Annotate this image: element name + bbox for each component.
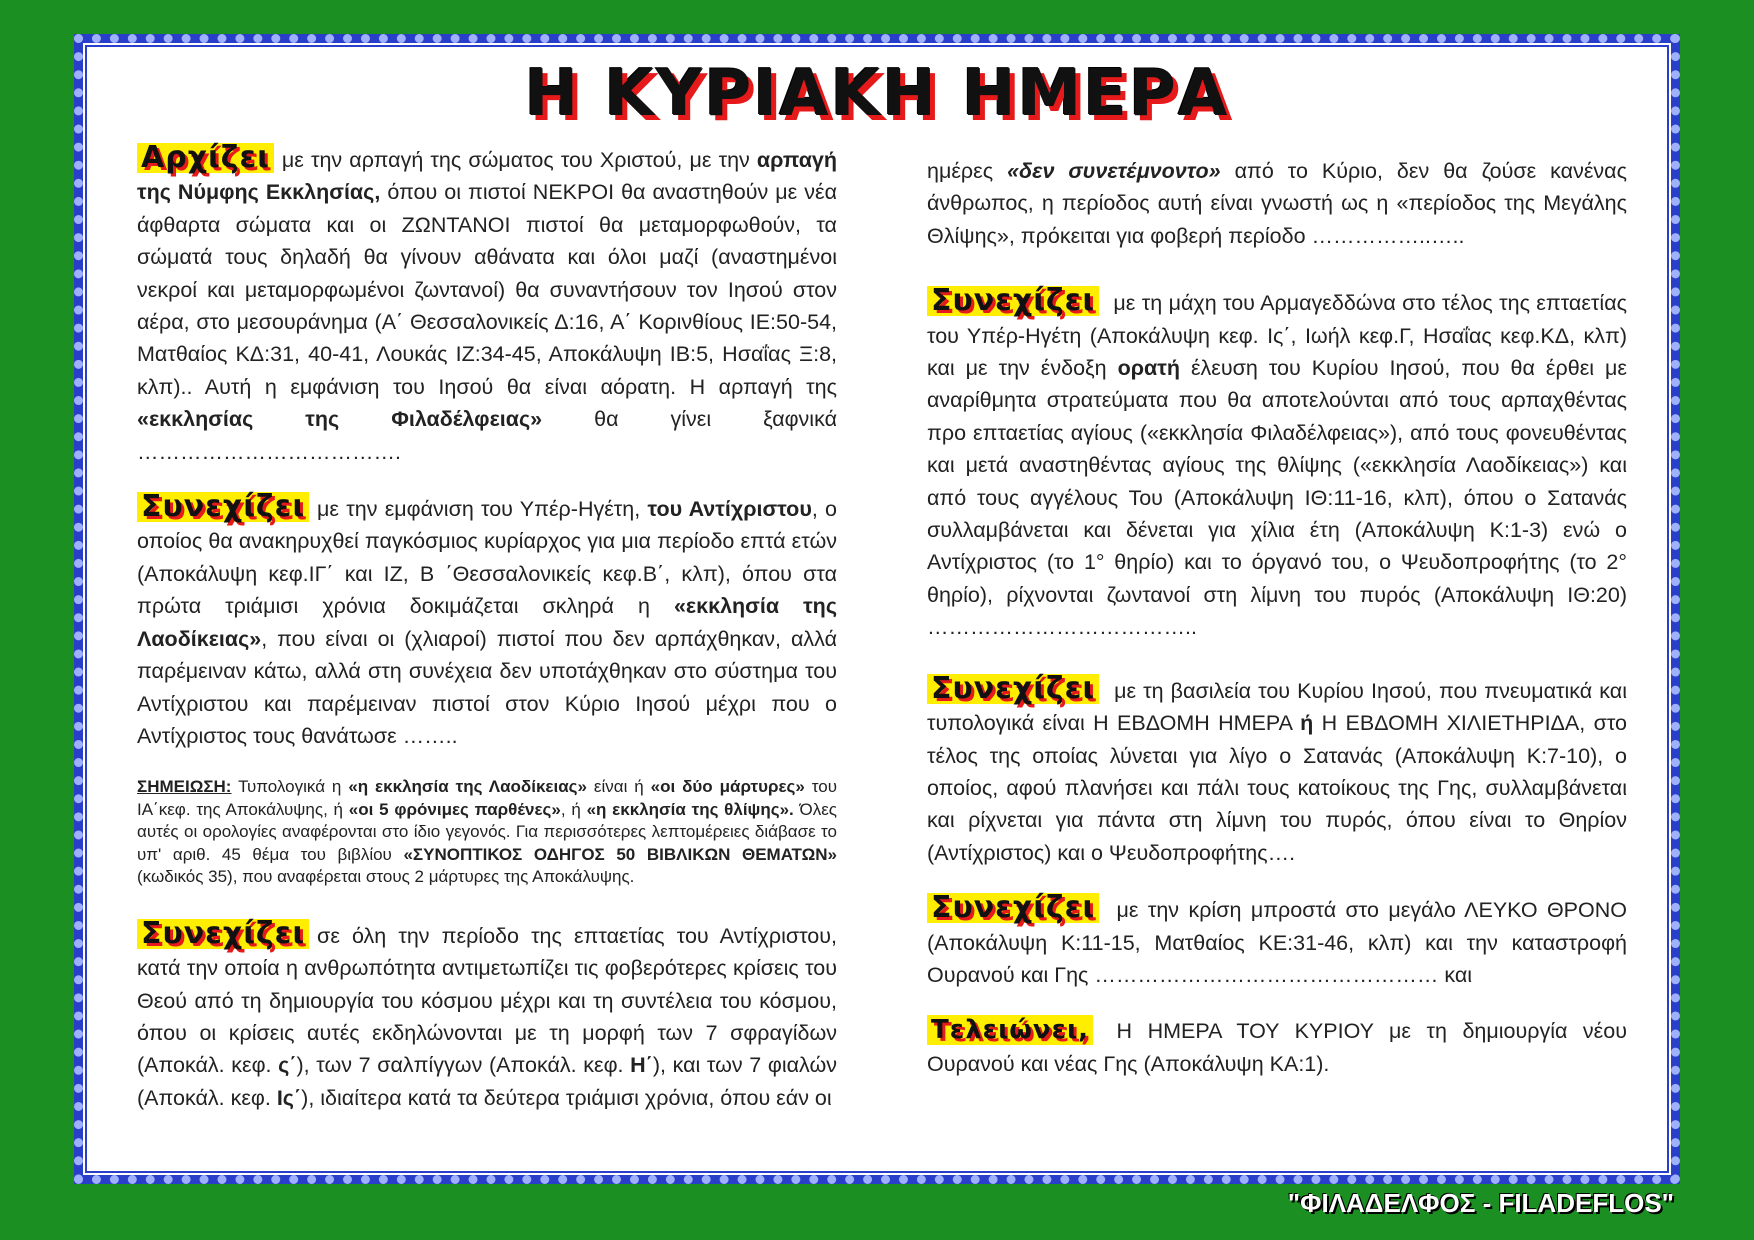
keyword-ends: Τελειώνει, bbox=[927, 1015, 1093, 1045]
paragraph-ends: Τελειώνει, Η ΗΜΕΡΑ ΤΟΥ ΚΥΡΙΟΥ με τη δημιουργία νέου Ουρανού και νέας Γης (Αποκάλυψη ΚΑ:1). bbox=[927, 1015, 1627, 1076]
keyword-continues: Συνεχίζει bbox=[927, 893, 1099, 923]
keyword-continues: Συνεχίζει bbox=[927, 286, 1099, 316]
paragraph-kingdom: Συνεχίζει με τη βασιλεία του Κυρίου Ιησού, που πνευματικά και τυπολογικά είναι Η ΕΒΔΟΜΗ ΗΜΕΡΑ ή Η ΕΒΔΟΜΗ ΧΙΛΙΕΤΗΡΙΔΑ, στο τέλος της οποίας λύνεται για λίγο ο Σατανάς (Αποκάλυψη Κ:7-10), ο οποίος, αφού πλανήσει και πάλι τους κατοίκους της Γης, συλλαμβάνεται και ρίχνεται για πάντα στη λίμνη του πυρός, όπου είναι το Θηρίον (Αντίχριστος) και ο Ψευδοπροφήτης…. bbox=[927, 670, 1627, 865]
author-credit: "ΦΙΛΑΔΕΛΦΟΣ - FILADEFLOS" bbox=[1287, 1188, 1674, 1218]
paragraph-white-throne: Συνεχίζει με την κρίση μπροστά στο μεγάλο ΛΕΥΚΟ ΘΡΟΝΟ (Αποκάλυψη Κ:11-15, Ματθαίος ΚΕ:31-46, κλπ) και την καταστροφή Ουρανού και Γης ………………………………………… και bbox=[927, 890, 1627, 987]
right-column bbox=[927, 155, 1627, 1104]
paragraph-antichrist: Συνεχίζει με την εμφάνιση του Υπέρ-Ηγέτη, του Αντίχριστου, ο οποίος θα ανακηρυχθεί παγκόσμιος κυρίαρχος για μια περίοδο επτά ετών (Αποκάλυψη κεφ.ΙΓ΄ και ΙΖ, Β ΄Θεσσαλονικείς κεφ.Β΄, κλπ), όπου στα πρώτα τριάμισι χρόνια δοκιμάζεται σκληρά η «εκκλησία της Λαοδίκειας», που είναι οι (χλιαροί) πιστοί που δεν αρπάχθηκαν, αλλά παρέμειναν κάτω, αλλά στη συνέχεια δεν υποτάχθηκαν στο σύστημα του Αντίχριστου και παρέμειναν πιστοί στον Κύριο Ιησού μέχρι που ο Αντίχριστος τους θανάτωσε …….. bbox=[137, 489, 838, 748]
paragraph-great-tribulation: ημέρες «δεν συνετέμνοντο» από το Κύριο, δεν θα ζούσε κανένας άνθρωπος, η περίοδος αυτή είναι γνωστή ως η «περίοδος της Μεγάλης Θλίψης», πρόκειται για φοβερή περίοδο ……………..….. bbox=[927, 159, 1627, 248]
keyword-continues: Συνεχίζει bbox=[137, 919, 309, 949]
note-block: ΣΗΜΕΙΩΣΗ: Τυπολογικά η «η εκκλησία της Λαοδίκειας» είναι ή «οι δύο μάρτυρες» του ΙΑ΄κεφ. της Αποκάλυψης, ή «οι 5 φρόνιμες παρθένες», ή «η εκκλησία της θλίψης». Όλες αυτές οι ορολογίες αναφέρονται στο ίδιο γεγονός. Για περισσότερες λεπτομέρειες διάβασε το υπ' αριθ. 45 θέμα του βιβλίου «ΣΥΝΟΠΤΙΚΟΣ ΟΔΗΓΟΣ 50 ΒΙΒΛΙΚΩΝ ΘΕΜΑΤΩΝ» (κωδικός 35), που αναφέρεται στους 2 μάρτυρες της Αποκάλυψης. bbox=[137, 777, 837, 887]
paragraph-tribulation: Συνεχίζει σε όλη την περίοδο της επταετίας του Αντίχριστου, κατά την οποία η ανθρωπότητα αντιμετωπίζει τις φοβερότερες κρίσεις του Θεού από τη δημιουργία του κόσμου μέχρι και τη συντέλεια του κόσμου, όπου οι κρίσεις αυτές εκδηλώνονται με τη μορφή των 7 σφραγίδων (Αποκάλ. κεφ. ς΄), των 7 σαλπίγγων (Αποκάλ. κεφ. Η΄), και των 7 φιαλών (Αποκάλ. κεφ. Ις΄), ιδιαίτερα κατά τα δεύτερα τριάμισι χρόνια, όπου εάν οι bbox=[137, 915, 837, 1110]
page-title: Η ΚΥΡΙΑΚΗ ΗΜΕΡΑ bbox=[524, 57, 1230, 131]
note-label: ΣΗΜΕΙΩΣΗ: bbox=[137, 777, 232, 797]
keyword-continues: Συνεχίζει bbox=[927, 674, 1099, 704]
keyword-begins: Αρχίζει bbox=[137, 143, 274, 173]
paragraph-armageddon: Συνεχίζει με τη μάχη του Αρμαγεδδώνα στο τέλος της επταετίας του Υπέρ-Ηγέτη (Αποκάλυψη κεφ. Ις΄, Ιωήλ κεφ.Γ, Ησαΐας κεφ.ΚΔ, κλπ) και με την ένδοξη ορατή έλευση του Κυρίου Ιησού, που θα έρθει με αναρίθμητα στρατεύματα που θα αποτελούνται από τους αρπαχθέντας προ επταετίας αγίους («εκκλησία Φιλαδέλφειας»), από τους φονευθέντας και μετά αναστηθέντας αγίους της θλίψης («εκκλησία Λαοδίκειας») και από τους αγγέλους Του (Αποκάλυψη ΙΘ:11-16, κλπ), όπου ο Σατανάς συλλαμβάνεται και δένεται για χίλια έτη (Αποκάλυψη Κ:1-3) ενώ ο Αντίχριστος (το 1° θηρίο) και το όργανό του, ο Ψευδοπροφήτης (το 2° θηρίο), ρίχνονται ζωντανοί στη λίμνη του πυρός (Αποκάλυψη ΙΘ:20) ……………………………….. bbox=[927, 283, 1627, 640]
paragraph-begins: Αρχίζει με την αρπαγή της σώματος του Χριστού, με την αρπαγή της Νύμφης Εκκλησίας, όπου οι πιστοί ΝΕΚΡΟΙ θα αναστηθούν με νέα άφθαρτα σώματα και οι ΖΩΝΤΑΝΟΙ πιστοί θα μεταμορφωθούν, τα σώματά τους δηλαδή θα γίνουν αθάνατα και όλοι μαζί (αναστημένοι νεκροί και μεταμορφωμένοι ζωντανοί) θα συναντήσουν τον Ιησού στον αέρα, στο μεσουράνημα (Α΄ Θεσσαλονικείς Δ:16, Α΄ Κορινθίους ΙΕ:50-54, Ματθαίος ΚΔ:31, 40-41, Λουκάς ΙΖ:34-45, Αποκάλυψη ΙΒ:5, Ησαΐας Ξ:8, κλπ).. Αυτή η εμφάνιση του Ιησού θα είναι αόρατη. Η αρπαγή της «εκκλησίας της Φιλαδέλφειας» θα γίνει ξαφνικά ………………………………. bbox=[137, 140, 838, 464]
keyword-continues: Συνεχίζει bbox=[137, 492, 309, 522]
page-frame bbox=[74, 34, 1680, 1184]
left-column bbox=[137, 140, 838, 1138]
